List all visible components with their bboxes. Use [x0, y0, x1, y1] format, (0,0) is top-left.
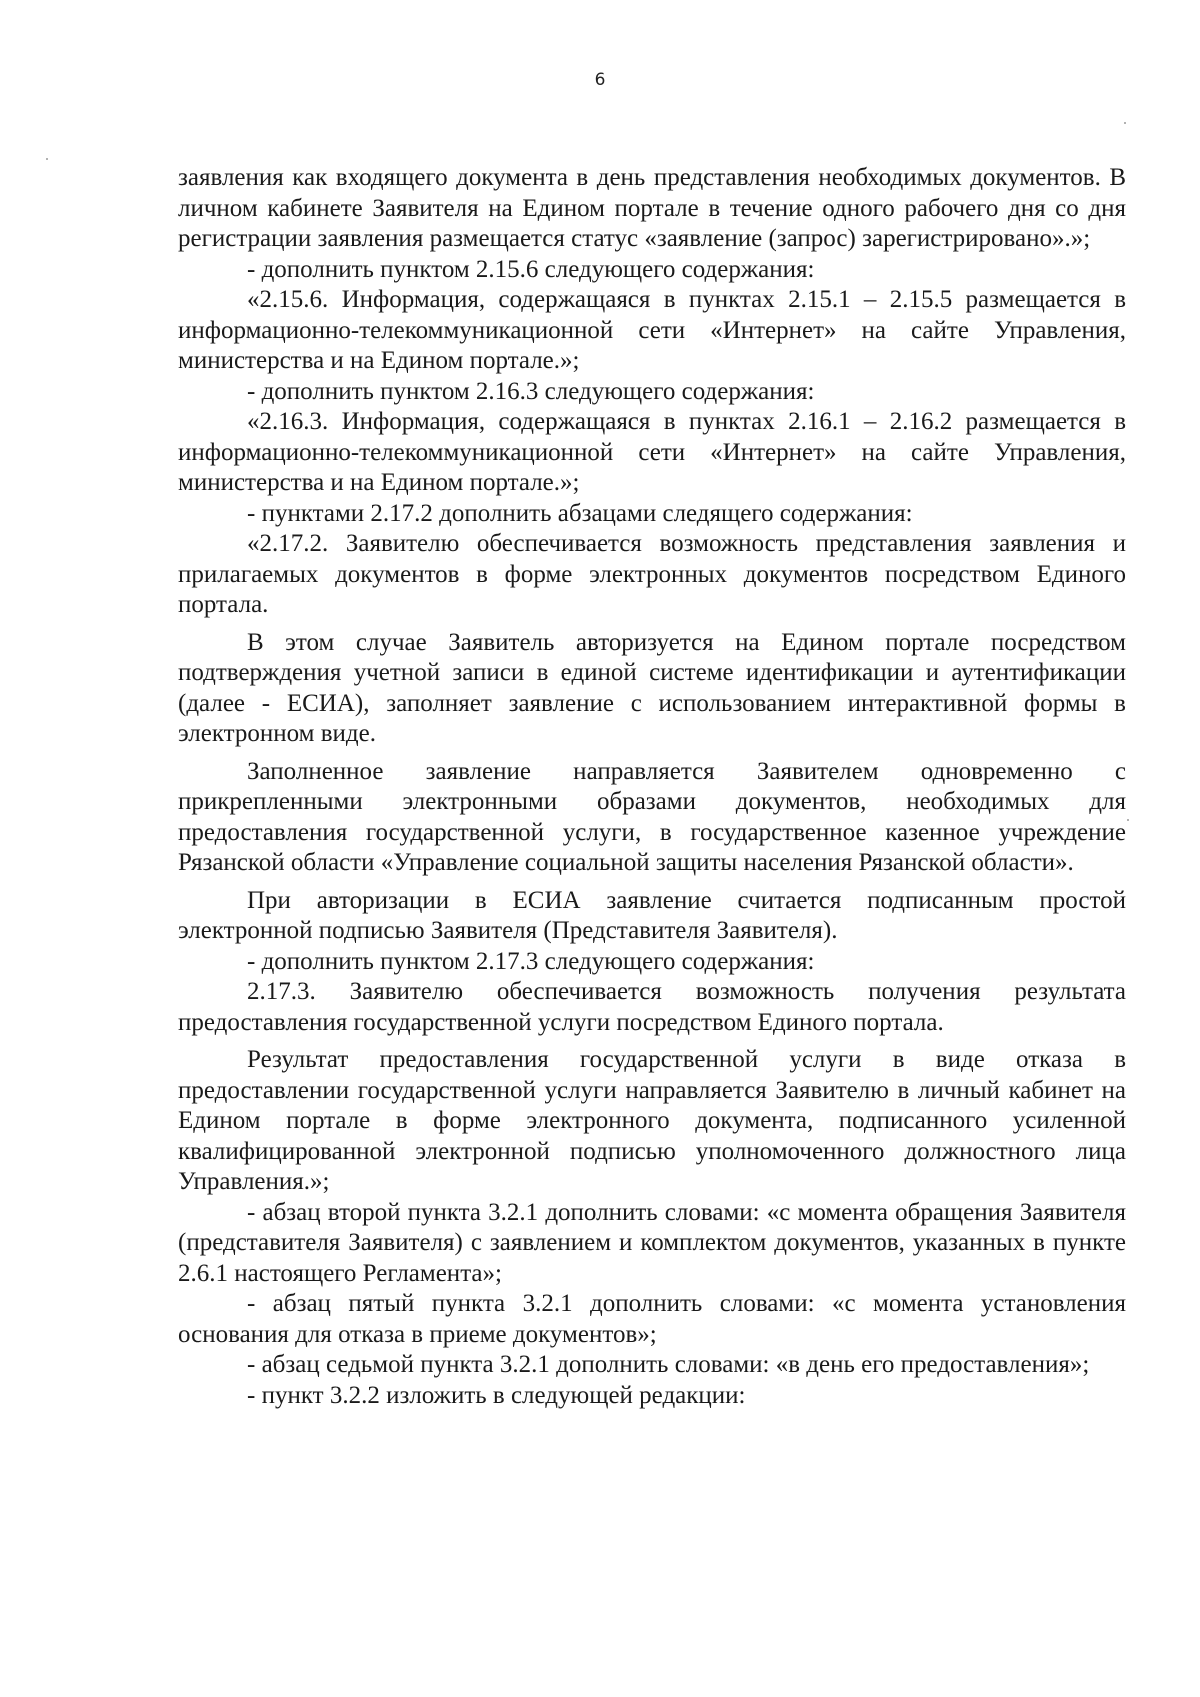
paragraph-amendment-3-2-2: - пункт 3.2.2 изложить в следующей редакции: — [247, 1381, 746, 1409]
paragraph-continuation: заявления как входящего документа в день представления необходимых документов. В личном кабинете Заявителя на Едином портале в течение одного рабочего дня со дня регистрации заявления размещается статус «заявление (запрос) зарегистрировано».»; — [178, 164, 1126, 252]
paragraph-simple-signature: При авторизации в ЕСИА заявление считается подписанным простой электронной подписью Заявителя (Представителя Заявителя). — [178, 886, 1126, 944]
paragraph-filled-application: Заполненное заявление направляется Заявителем одновременно с прикрепленными электронными образами документов, необходимых для предоставления государственной услуги, в государственное казенное учреждение Рязанской области «Управление социальной защиты населения Рязанской области». — [178, 757, 1126, 876]
paragraph-text-2-16-3: «2.16.3. Информация, содержащаяся в пунктах 2.16.1 – 2.16.2 размещается в информационно-телекоммуникационной сети «Интернет» на сайте Управления, министерства и на Едином портале.»; — [178, 408, 1126, 496]
paragraph-amendment-3-2-1-seventh: - абзац седьмой пункта 3.2.1 дополнить словами: «в день его предоставления»; — [247, 1351, 1090, 1378]
paragraph-text-2-17-3: 2.17.3. Заявителю обеспечивается возможность получения результата предоставления государственной услуги посредством Единого портала. — [178, 978, 1126, 1036]
paragraph-amendment-2-17-2: - пунктами 2.17.2 дополнить абзацами следящего содержания: — [247, 499, 913, 527]
paragraph-text-2-15-6: «2.15.6. Информация, содержащаяся в пунктах 2.15.1 – 2.15.5 размещается в информационно-телекоммуникационной сети «Интернет» на сайте Управления, министерства и на Едином портале.»; — [178, 286, 1126, 374]
paragraph-esia-authorization: В этом случае Заявитель авторизуется на Едином портале посредством подтверждения учетной записи в единой системе идентификации и аутентификации (далее - ЕСИА), заполняет заявление с использованием интерактивной формы в электронном виде. — [178, 628, 1126, 747]
paragraph-text-2-17-2: «2.17.2. Заявителю обеспечивается возможность представления заявления и прилагаемых документов в форме электронных документов посредством Единого портала. — [178, 530, 1126, 618]
paragraph-amendment-3-2-1-fifth: - абзац пятый пункта 3.2.1 дополнить словами: «с момента установления основания для отказа в приеме документов»; — [178, 1290, 1126, 1348]
paragraph-amendment-2-17-3: - дополнить пунктом 2.17.3 следующего содержания: — [247, 947, 815, 975]
paragraph-amendment-3-2-1-second: - абзац второй пункта 3.2.1 дополнить словами: «с момента обращения Заявителя (представителя Заявителя) с заявлением и комплектом документов, указанных в пункте 2.6.1 настоящего Регламента»; — [178, 1198, 1126, 1287]
paragraph-refusal-result: Результат предоставления государственной услуги в виде отказа в предоставлении государственной услуги направляется Заявителю в личный кабинет на Едином портале в форме электронного документа, подписанного усиленной квалифицированной электронной подписью уполномоченного должностного лица Управления.»; — [178, 1046, 1126, 1195]
document-body — [178, 163, 1126, 1411]
scan-speck — [1127, 819, 1129, 821]
scan-speck — [1124, 122, 1126, 124]
paragraph-amendment-2-15-6: - дополнить пунктом 2.15.6 следующего содержания: — [247, 255, 815, 283]
page-number: 6 — [594, 70, 606, 90]
scan-speck — [46, 158, 48, 160]
paragraph-amendment-2-16-3: - дополнить пунктом 2.16.3 следующего содержания: — [247, 377, 815, 405]
